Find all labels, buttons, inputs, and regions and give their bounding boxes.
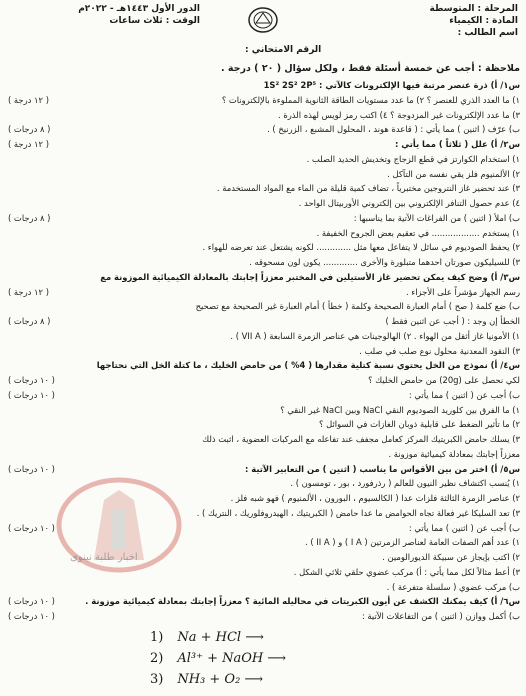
question-line: ٣) ما عدد الإلكترونات غير المزدوجة ؟ ٤) اكتب رمز لويس لهذه الذرة .	[278, 109, 520, 120]
round-label: الدور الأول ١٤٤٣هـ - ٢٠٢٢م	[78, 4, 200, 14]
question-line: ٢) الألمنيوم فلز يقي نفسه من التآكل .	[387, 168, 520, 179]
equation-text: Na + HCl ⟶	[177, 630, 264, 645]
question-line: ب) أجب عن ( اثنين ) مما يأتي :	[408, 389, 520, 400]
question-line: ب) أجب عن ( اثنين ) مما يأتي :	[408, 522, 520, 533]
question-line: ٣) تعد السليكا غير فعالة تجاه الحوامض ما عدا حامض ( الكبريتيك ، الهيدروفلوريك ، النتريك ) .	[196, 507, 520, 518]
question-line: معززاً إجابتك بمعادلة كيميائية موزونة .	[388, 448, 520, 459]
header-left	[10, 3, 200, 27]
question-line: ٢) يحفظ الصوديوم في سائل لا يتفاعل معها مثل ............. لكونه يشتعل عند تعرضه للهواء .	[202, 242, 520, 253]
marks-label: ( ١٠ درجات )	[8, 611, 55, 622]
question-line: س٦/ أ) كيف يمكنك الكشف عن أيون الكبريتات في محاليله المائية ؟ معززاً إجابتك بمعادلة كيميائية موزونة .	[85, 596, 520, 607]
equation-number: 3)	[150, 672, 164, 687]
question-line: لكي نحصل على (20g) من حامض الخليك ؟	[368, 375, 520, 385]
question-line: ٣) للسيليكون صورتان احدهما متبلورة والأخرى ............. يكون لون مسحوقه .	[249, 257, 520, 267]
stage-label: المرحلة : المتوسطة	[429, 4, 518, 14]
question-line: ب) املأ ( اثنين ) من الفراغات الآتية بما يناسبها :	[353, 212, 520, 223]
question-line: س٥/ أ) اختر من بين الأقواس ما يناسب ( اثنين ) من التعابير الآتية :	[245, 463, 520, 474]
question-line: ١) ما العدد الذري للعنصر ؟ ٢) ما عدد مستويات الطاقة الثانوية المملوءة بالإلكترونات ؟	[221, 94, 520, 105]
question-line: ١) عدد أهم الصفات العامة لعناصر الزمرتين ( I A ) و ( II A ) .	[305, 537, 520, 548]
equation-number: 2)	[150, 651, 164, 666]
question-line: ب) عرّف ( اثنين ) مما يأتي : ( قاعدة هوند ، المحلول المشبع ، الزرنيخ ) .	[267, 124, 520, 135]
question-line: ٣) النقود المعدنية محلول نوع صلب في صلب .	[359, 345, 520, 356]
question-line: س٣/ أ) وضح كيف يمكن تحضير غاز الأستيلين في المختبر معززاً إجابتك بالمعادلة الكيميائية الموزونة مع	[100, 271, 520, 282]
watermark-stamp-icon	[44, 470, 194, 590]
question-line: س٢/ أ) علل ( ثلاثاً ) مما يأتي :	[394, 139, 520, 149]
question-line: ١) يستخدم .................. في تعقيم بعض الجروح الخفيفة .	[316, 227, 520, 238]
reaction-equation	[150, 672, 263, 687]
question-line: ب) ضع كلمة ( صح ) أمام العبارة الصحيحة وكلمة ( خطأ ) أمام العبارة غير الصحيحة مع تصحيح	[195, 301, 520, 312]
reaction-equation	[150, 630, 264, 645]
exam-number-label: الرقم الامتحاني :	[245, 45, 322, 55]
ministry-logo-icon	[238, 5, 288, 35]
question-line: ٤) عدم حصول التنافر الإلكتروني بين إلكتروني الأوربيتال الواحد .	[298, 198, 520, 208]
question-line: الخطأ إن وجد : ( أجب عن اثنين فقط )	[385, 316, 520, 326]
question-line: رسم الجهاز مؤشراً على الأجزاء .	[405, 286, 520, 297]
question-line: ٣) أعط مثالاً لكل مما يأتي : أ) مركب عضوي حلقي ثلاثي الشكل .	[293, 566, 520, 577]
marks-label: ( ٨ درجات )	[8, 124, 51, 135]
question-line: ١) استخدام الكوارتز في قطع الزجاج وتخديش الحديد الصلب .	[306, 153, 520, 164]
question-line: ب) مركب عضوي ( سلسلة متفرعة ) .	[386, 581, 520, 592]
question-line: ١) يُنسب اكتشاف نظير النيون للعالم ( رذرفورد ، بور ، تومسون ) .	[290, 478, 520, 489]
question-line: ٣) عند تحضير غاز النتروجين مختبرياً ، تضاف كمية قليلة من الماء مع المواد المستخدمة .	[216, 183, 520, 194]
question-line: ٣) يسلك حامض الكبريتيك المركز كعامل مجفف عند تفاعله مع المركبات العضوية ، اثبت ذلك	[202, 434, 520, 444]
question-line: س٤/ أ) نموذج من الخل يحتوي نسبة كتلية مقدارها ( 4% ) من حامض الخليك ، ما كتلة الخل التي نحتاجها	[96, 360, 520, 371]
question-line: ١) الأمونيا غاز أثقل من الهواء . ٢) الهالوجينات هي عناصر الزمرة السابعة ( VII A ) .	[230, 330, 520, 341]
equation-number: 1)	[150, 630, 164, 645]
marks-label: ( ١٢ درجة )	[8, 286, 49, 297]
reaction-equation	[150, 651, 286, 666]
time-label: الوقت : ثلاث ساعات	[109, 16, 200, 26]
marks-label: ( ٨ درجات )	[8, 316, 51, 327]
marks-label: ( ١٠ درجات )	[8, 596, 55, 607]
question-line: ٢) عناصر الزمرة الثالثة فلزات عدا ( الكالسيوم ، البورون ، الألمنيوم ) فهو شبه فلز .	[230, 493, 520, 503]
marks-label: ( ١٢ درجة )	[8, 139, 49, 150]
marks-label: ( ١٠ درجات )	[8, 463, 55, 474]
equation-text: Al³⁺ + NaOH ⟶	[177, 651, 287, 666]
question-line: ب) أكمل ووازن ( اثنين ) من التفاعلات الآتية :	[361, 611, 520, 621]
marks-label: ( ٨ درجات )	[8, 212, 51, 223]
question-line: ٢) اكتب بإيجاز عن سبيكة الديورالومين .	[382, 552, 520, 562]
subject-label: المادة : الكيمياء	[449, 16, 518, 26]
question-line: ٢) ما تأثير الضغط على قابلية ذوبان الغازات في السوائل ؟	[319, 419, 520, 430]
marks-label: ( ١٢ درجة )	[8, 94, 49, 105]
header-right	[348, 3, 518, 39]
watermark-text: اخبار طلبة نينوى	[70, 552, 138, 563]
question-line: س١/ أ) ذرة عنصر مرتبة فيها الإلكترونات كالآتي : 1S² 2S² 2P⁵	[263, 80, 520, 90]
marks-label: ( ١٠ درجات )	[8, 375, 55, 386]
marks-label: ( ١٠ درجات )	[8, 522, 55, 533]
marks-label: ( ١٠ درجات )	[8, 389, 55, 400]
question-line: ١) ما الفرق بين كلوريد الصوديوم النقي NaCl وبين NaCl غير النقي ؟	[280, 404, 520, 415]
student-name-label: اسم الطالب :	[457, 28, 518, 38]
exam-note: ملاحظة : أجب عن خمسة أسئلة فقط ، ولكل سؤال ( ٢٠ ) درجة .	[221, 63, 520, 74]
equation-text: NH₃ + O₂ ⟶	[177, 672, 264, 687]
